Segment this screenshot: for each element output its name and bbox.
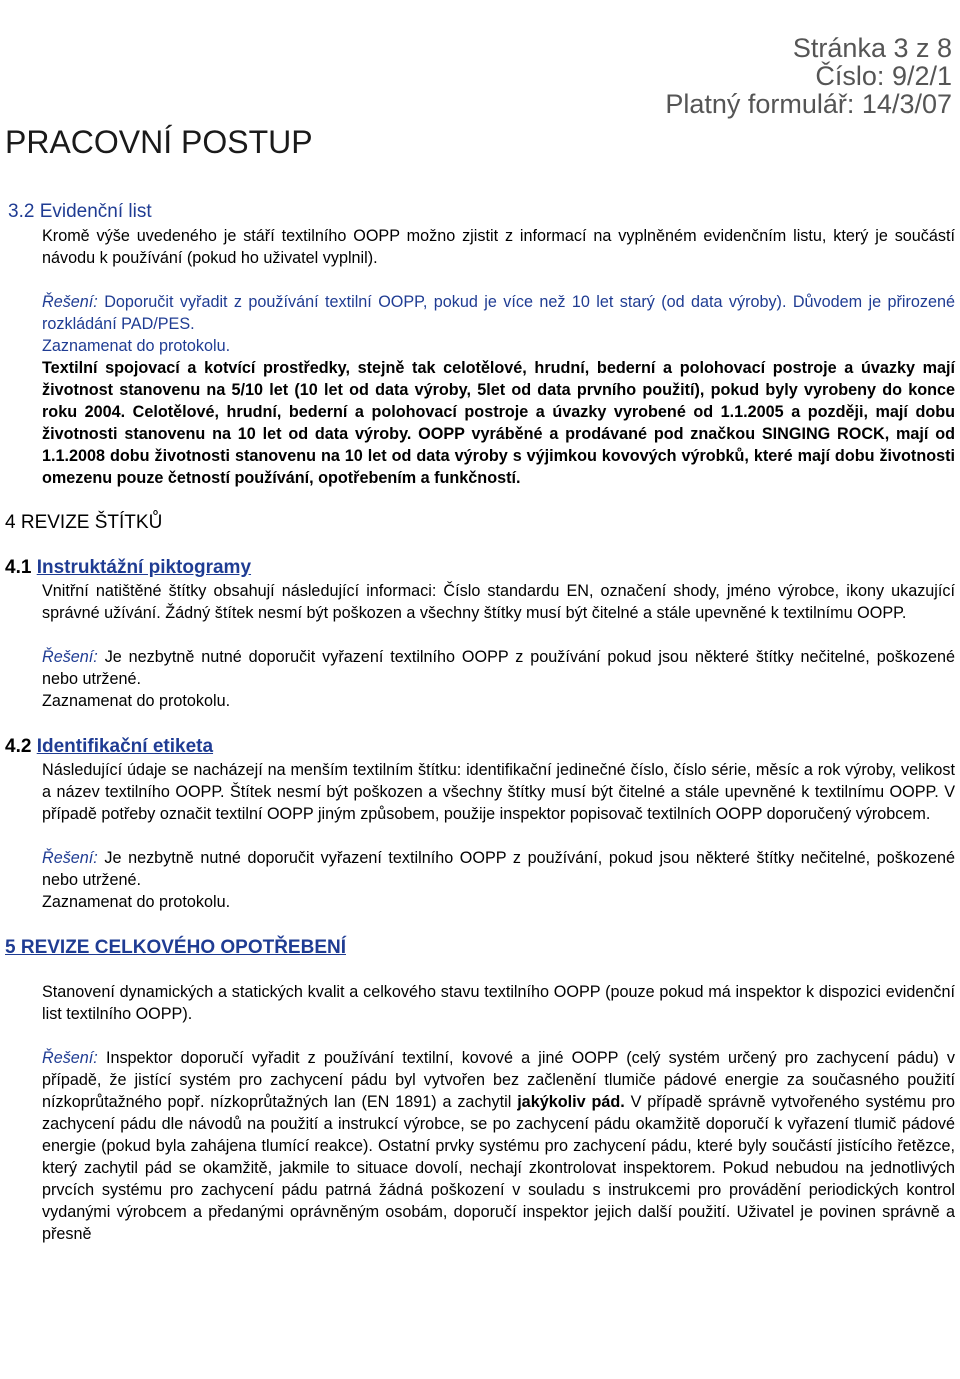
heading-5 bbox=[5, 937, 960, 959]
solution-text-part-2: V případě správně vytvořeného systému pro zachycení pádu dle návodů na použití a instrukcí výrobce, se po zachycení pádu okamžitě doporučí k vyřazení tlumič pádové energie (pokud byla zahájena tlumící reakce). Ostatní prvky systému pro zachycení pádu, které byly součástí jistícího řetězce, který zachytil pád se okamžitě, jakmile to situace dovolí, nechají zkontrolovat inspektorem. Pokud nebudou na jednotlivých prvcích systému pro zachycení pádu patrná žádná poškození v souladu s instrukcemi pro provádění periodických kontrol vydanými výrobcem a předanými oprávněným osobám, doporučí inspektor jejich další použití. Uživatel je povinen správně a přesně bbox=[42, 1093, 955, 1243]
heading-4-2-title: Identifikační etiketa bbox=[36, 736, 214, 757]
paragraph-4-2: Následující údaje se nacházejí na menším textilním štítku: identifikační jedinečné číslo, číslo série, měsíc a rok výroby, velikost a název textilního OOPP. Štítek nesmí být poškozen a všechny štítky musí být čitelné a stále upevněné k textilnímu OOPP. V případě potřeby označit textilní OOPP jiným způsobem, použije inspektor popisovač textilních OOPP doporučený výrobcem. bbox=[42, 761, 955, 823]
paragraph-3-2-lifetime: Textilní spojovací a kotvící prostředky, stejně tak celotělové, hrudní, bederní a polohovací postroje a úvazky mají životnost stanovenu na 5/10 let (10 let od data výroby, 5let od data prvního použití), pokud byly vyrobeny do konce roku 2004. Celotělové, hrudní, bederní a polohovací postroje a úvazky vyrobené od 1.1.2005 a později, mají dobu životnosti stanovenu na 10 let od data výroby. OOPP vyráběné a prodávané pod značkou SINGING ROCK, mají od 1.1.2008 dobu životnosti stanovenu na 10 let od data výroby s výjimkou kovových výrobků, které mají dobu životnosti omezenu pouze četností používání, opotřebením a funkčností. bbox=[42, 359, 955, 487]
solution-text: Je nezbytně nutné doporučit vyřazení textilního OOPP z používání pokud jsou některé štítky nečitelné, poškozené nebo utržené. bbox=[42, 648, 955, 688]
paragraph-3-2-solution bbox=[42, 291, 955, 335]
paragraph-4-2-solution bbox=[42, 847, 955, 891]
heading-4-1-title: Instruktážní piktogramy bbox=[36, 557, 252, 578]
document-title: PRACOVNÍ POSTUP bbox=[5, 124, 313, 160]
solution-label: Řešení: bbox=[42, 1049, 98, 1067]
paragraph-4-1-solution bbox=[42, 646, 955, 690]
document-meta bbox=[665, 34, 952, 118]
heading-4: 4 REVIZE ŠTÍTKŮ bbox=[5, 512, 163, 533]
heading-4-2 bbox=[5, 736, 960, 758]
heading-4-1 bbox=[5, 557, 960, 579]
record-note-4-2: Zaznamenat do protokolu. bbox=[42, 893, 231, 911]
solution-text-part-1: Inspektor doporučí vyřadit z používání textilní, kovové a jiné OOPP (celý systém určený pro zachycení pádu) v případě, že jistící systém pro zachycení pádu byl vytvořen bez začlenění tlumiče pádové energie za současného použití nízkoprůtažného popř. nízkoprůtažných lan (EN 1891) a zachytil bbox=[42, 1049, 955, 1111]
record-note-4-1: Zaznamenat do protokolu. bbox=[42, 692, 231, 710]
record-note-3-2: Zaznamenat do protokolu. bbox=[42, 337, 231, 355]
solution-text: Je nezbytně nutné doporučit vyřazení textilního OOPP z používání, pokud jsou některé štítky nečitelné, poškozené nebo utržené. bbox=[42, 849, 955, 889]
heading-5-title: 5 REVIZE CELKOVÉHO OPOTŘEBENÍ bbox=[5, 937, 346, 958]
form-validity: Platný formulář: 14/3/07 bbox=[665, 89, 952, 119]
paragraph-5: Stanovení dynamických a statických kvalit a celkového stavu textilního OOPP (pouze pokud má inspektor k dispozici evidenční list textilního OOPP). bbox=[42, 983, 955, 1023]
solution-emphasis: jakýkoliv pád. bbox=[517, 1093, 625, 1111]
heading-3-2: 3.2 Evidenční list bbox=[8, 201, 152, 222]
solution-text: Doporučit vyřadit z používání textilní OOPP, pokud je více než 10 let starý (od data výroby). Důvodem je přirozené rozkládání PAD/PES. bbox=[42, 293, 955, 333]
paragraph-5-solution bbox=[42, 1047, 955, 1245]
heading-4-1-number: 4.1 bbox=[5, 557, 32, 578]
solution-label: Řešení: bbox=[42, 648, 98, 666]
paragraph-3-2-intro: Kromě výše uvedeného je stáří textilního OOPP možno zjistit z informací na vyplněném evidenčním listu, který je součástí návodu k používání (pokud ho uživatel vyplnil). bbox=[42, 227, 955, 267]
solution-label: Řešení: bbox=[42, 293, 98, 311]
document-number: Číslo: 9/2/1 bbox=[815, 61, 952, 91]
heading-4-2-number: 4.2 bbox=[5, 736, 32, 757]
page-number: Stránka 3 z 8 bbox=[792, 33, 952, 63]
document-body bbox=[0, 201, 960, 1245]
paragraph-4-1: Vnitřní natištěné štítky obsahují následující informaci: Číslo standardu EN, označení shody, jméno výrobce, ikony ukazující správné užívání. Žádný štítek nesmí být poškozen a všechny štítky musí být čitelné a stále upevněné k textilnímu OOPP. bbox=[42, 582, 955, 622]
solution-label: Řešení: bbox=[42, 849, 98, 867]
